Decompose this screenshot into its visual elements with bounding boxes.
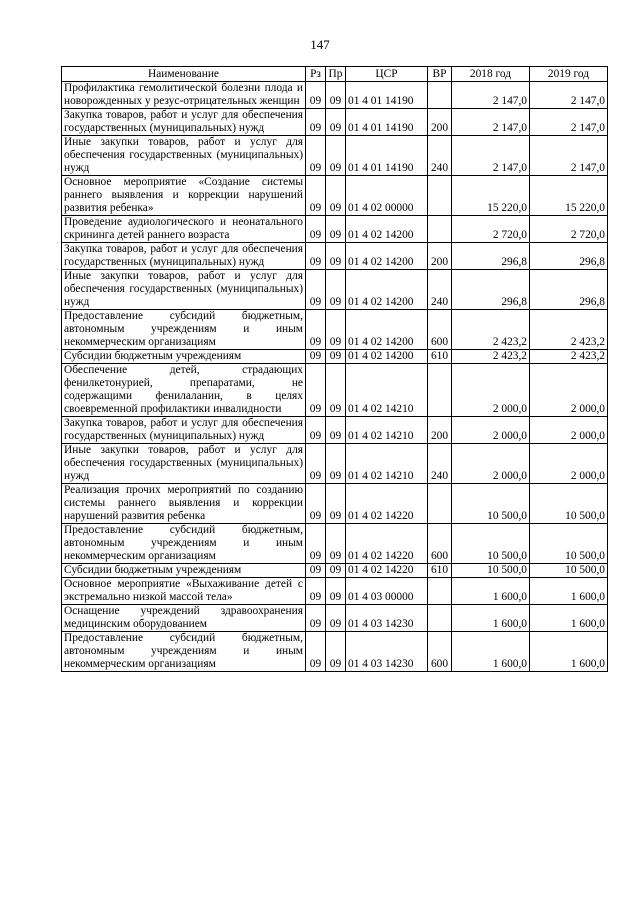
header-pr: Пр <box>326 67 346 82</box>
cell-2019: 296,8 <box>530 243 608 270</box>
cell-csr: 01 4 02 14200 <box>346 310 428 350</box>
cell-name: Обеспечение детей, страдающих фенилкетонурией, препаратами, не содержащими фенилаланин, в целях своевременной профилактики инвалидности <box>62 364 306 417</box>
table-row <box>62 136 608 176</box>
cell-name: Оснащение учреждений здравоохранения медицинским оборудованием <box>62 605 306 632</box>
cell-pr: 09 <box>326 216 346 243</box>
cell-csr: 01 4 02 14220 <box>346 564 428 578</box>
cell-rz: 09 <box>306 109 326 136</box>
cell-csr: 01 4 02 14210 <box>346 444 428 484</box>
page-number: 147 <box>310 37 330 52</box>
cell-2018: 2 720,0 <box>452 216 530 243</box>
cell-2018: 2 423,2 <box>452 310 530 350</box>
cell-2019: 15 220,0 <box>530 176 608 216</box>
cell-csr: 01 4 02 14210 <box>346 364 428 417</box>
cell-pr: 09 <box>326 444 346 484</box>
cell-2019: 1 600,0 <box>530 578 608 605</box>
cell-2019: 1 600,0 <box>530 632 608 672</box>
cell-2019: 2 000,0 <box>530 364 608 417</box>
table-row <box>62 270 608 310</box>
cell-vr <box>428 216 452 243</box>
cell-name: Иные закупки товаров, работ и услуг для обеспечения государственных (муниципальных) нужд <box>62 270 306 310</box>
cell-csr: 01 4 02 14220 <box>346 524 428 564</box>
cell-name: Закупка товаров, работ и услуг для обеспечения государственных (муниципальных) нужд <box>62 109 306 136</box>
cell-csr: 01 4 03 14230 <box>346 632 428 672</box>
cell-name: Основное мероприятие «Создание системы раннего выявления и коррекции нарушений развития ребенка» <box>62 176 306 216</box>
cell-rz: 09 <box>306 310 326 350</box>
cell-2018: 2 147,0 <box>452 109 530 136</box>
table-row <box>62 417 608 444</box>
cell-2019: 2 000,0 <box>530 417 608 444</box>
cell-name: Субсидии бюджетным учреждениям <box>62 564 306 578</box>
cell-vr <box>428 364 452 417</box>
cell-name: Предоставление субсидий бюджетным, автономным учреждениям и иным некоммерческим организациям <box>62 524 306 564</box>
cell-csr: 01 4 01 14190 <box>346 109 428 136</box>
cell-rz: 09 <box>306 350 326 364</box>
cell-name: Проведение аудиологического и неонатального скрининга детей раннего возраста <box>62 216 306 243</box>
cell-csr: 01 4 03 14230 <box>346 605 428 632</box>
cell-vr: 200 <box>428 109 452 136</box>
cell-pr: 09 <box>326 136 346 176</box>
cell-rz: 09 <box>306 136 326 176</box>
cell-2018: 2 000,0 <box>452 364 530 417</box>
cell-rz: 09 <box>306 578 326 605</box>
cell-2018: 1 600,0 <box>452 605 530 632</box>
header-2019: 2019 год <box>530 67 608 82</box>
header-row <box>62 67 608 82</box>
table-row <box>62 109 608 136</box>
cell-vr: 610 <box>428 350 452 364</box>
budget-table <box>61 66 608 672</box>
header-2018: 2018 год <box>452 67 530 82</box>
table-row <box>62 176 608 216</box>
cell-2019: 2 147,0 <box>530 136 608 176</box>
cell-vr <box>428 484 452 524</box>
table-row <box>62 564 608 578</box>
cell-name: Закупка товаров, работ и услуг для обеспечения государственных (муниципальных) нужд <box>62 417 306 444</box>
cell-pr: 09 <box>326 524 346 564</box>
cell-pr: 09 <box>326 350 346 364</box>
cell-vr: 600 <box>428 524 452 564</box>
cell-pr: 09 <box>326 632 346 672</box>
cell-csr: 01 4 02 14210 <box>346 417 428 444</box>
cell-2019: 10 500,0 <box>530 484 608 524</box>
cell-rz: 09 <box>306 270 326 310</box>
cell-rz: 09 <box>306 417 326 444</box>
cell-2018: 10 500,0 <box>452 564 530 578</box>
table-row <box>62 82 608 109</box>
cell-rz: 09 <box>306 82 326 109</box>
table-row <box>62 243 608 270</box>
cell-rz: 09 <box>306 605 326 632</box>
cell-name: Профилактика гемолитической болезни плода и новорожденных у резус-отрицательных женщин <box>62 82 306 109</box>
cell-2019: 2 147,0 <box>530 109 608 136</box>
cell-name: Реализация прочих мероприятий по созданию системы раннего выявления и коррекции нарушений развития ребенка <box>62 484 306 524</box>
table-row <box>62 484 608 524</box>
cell-csr: 01 4 02 14220 <box>346 484 428 524</box>
cell-pr: 09 <box>326 578 346 605</box>
table-row <box>62 364 608 417</box>
table-row <box>62 605 608 632</box>
cell-2018: 1 600,0 <box>452 578 530 605</box>
cell-pr: 09 <box>326 417 346 444</box>
cell-pr: 09 <box>326 484 346 524</box>
table-row <box>62 216 608 243</box>
cell-2019: 296,8 <box>530 270 608 310</box>
cell-2018: 2 000,0 <box>452 444 530 484</box>
cell-2018: 10 500,0 <box>452 524 530 564</box>
cell-pr: 09 <box>326 176 346 216</box>
cell-2019: 2 423,2 <box>530 310 608 350</box>
cell-vr <box>428 605 452 632</box>
cell-name: Иные закупки товаров, работ и услуг для обеспечения государственных (муниципальных) нужд <box>62 444 306 484</box>
cell-vr <box>428 578 452 605</box>
cell-name: Предоставление субсидий бюджетным, автономным учреждениям и иным некоммерческим организациям <box>62 310 306 350</box>
cell-rz: 09 <box>306 364 326 417</box>
cell-2019: 1 600,0 <box>530 605 608 632</box>
cell-2019: 10 500,0 <box>530 524 608 564</box>
cell-csr: 01 4 02 14200 <box>346 270 428 310</box>
cell-2018: 1 600,0 <box>452 632 530 672</box>
cell-2018: 296,8 <box>452 270 530 310</box>
cell-2018: 2 000,0 <box>452 417 530 444</box>
table-row <box>62 578 608 605</box>
cell-2018: 2 147,0 <box>452 82 530 109</box>
cell-vr: 600 <box>428 632 452 672</box>
cell-vr: 610 <box>428 564 452 578</box>
cell-csr: 01 4 02 00000 <box>346 176 428 216</box>
cell-pr: 09 <box>326 270 346 310</box>
cell-2019: 10 500,0 <box>530 564 608 578</box>
table-row <box>62 444 608 484</box>
cell-rz: 09 <box>306 444 326 484</box>
cell-name: Закупка товаров, работ и услуг для обеспечения государственных (муниципальных) нужд <box>62 243 306 270</box>
cell-rz: 09 <box>306 216 326 243</box>
cell-csr: 01 4 02 14200 <box>346 216 428 243</box>
header-rz: Рз <box>306 67 326 82</box>
header-name: Наименование <box>62 67 306 82</box>
cell-pr: 09 <box>326 364 346 417</box>
header-vr: ВР <box>428 67 452 82</box>
cell-rz: 09 <box>306 243 326 270</box>
header-csr: ЦСР <box>346 67 428 82</box>
cell-2019: 2 720,0 <box>530 216 608 243</box>
cell-2019: 2 423,2 <box>530 350 608 364</box>
cell-pr: 09 <box>326 109 346 136</box>
cell-name: Иные закупки товаров, работ и услуг для обеспечения государственных (муниципальных) нужд <box>62 136 306 176</box>
cell-pr: 09 <box>326 310 346 350</box>
cell-vr: 240 <box>428 444 452 484</box>
cell-2018: 296,8 <box>452 243 530 270</box>
cell-2018: 2 147,0 <box>452 136 530 176</box>
cell-csr: 01 4 03 00000 <box>346 578 428 605</box>
cell-rz: 09 <box>306 484 326 524</box>
cell-vr: 240 <box>428 136 452 176</box>
cell-rz: 09 <box>306 564 326 578</box>
cell-rz: 09 <box>306 632 326 672</box>
cell-pr: 09 <box>326 564 346 578</box>
cell-csr: 01 4 02 14200 <box>346 243 428 270</box>
cell-rz: 09 <box>306 176 326 216</box>
cell-name: Предоставление субсидий бюджетным, автономным учреждениям и иным некоммерческим организациям <box>62 632 306 672</box>
cell-vr: 240 <box>428 270 452 310</box>
cell-vr <box>428 176 452 216</box>
cell-csr: 01 4 01 14190 <box>346 136 428 176</box>
cell-rz: 09 <box>306 524 326 564</box>
cell-vr: 600 <box>428 310 452 350</box>
cell-csr: 01 4 02 14200 <box>346 350 428 364</box>
table-row <box>62 524 608 564</box>
table-row <box>62 310 608 350</box>
cell-vr <box>428 82 452 109</box>
cell-2019: 2 147,0 <box>530 82 608 109</box>
cell-2018: 10 500,0 <box>452 484 530 524</box>
cell-pr: 09 <box>326 605 346 632</box>
cell-vr: 200 <box>428 417 452 444</box>
cell-2018: 2 423,2 <box>452 350 530 364</box>
cell-vr: 200 <box>428 243 452 270</box>
cell-pr: 09 <box>326 243 346 270</box>
table-row <box>62 350 608 364</box>
cell-pr: 09 <box>326 82 346 109</box>
table-row <box>62 632 608 672</box>
cell-2019: 2 000,0 <box>530 444 608 484</box>
cell-name: Основное мероприятие «Выхаживание детей с экстремально низкой массой тела» <box>62 578 306 605</box>
cell-2018: 15 220,0 <box>452 176 530 216</box>
cell-name: Субсидии бюджетным учреждениям <box>62 350 306 364</box>
cell-csr: 01 4 01 14190 <box>346 82 428 109</box>
